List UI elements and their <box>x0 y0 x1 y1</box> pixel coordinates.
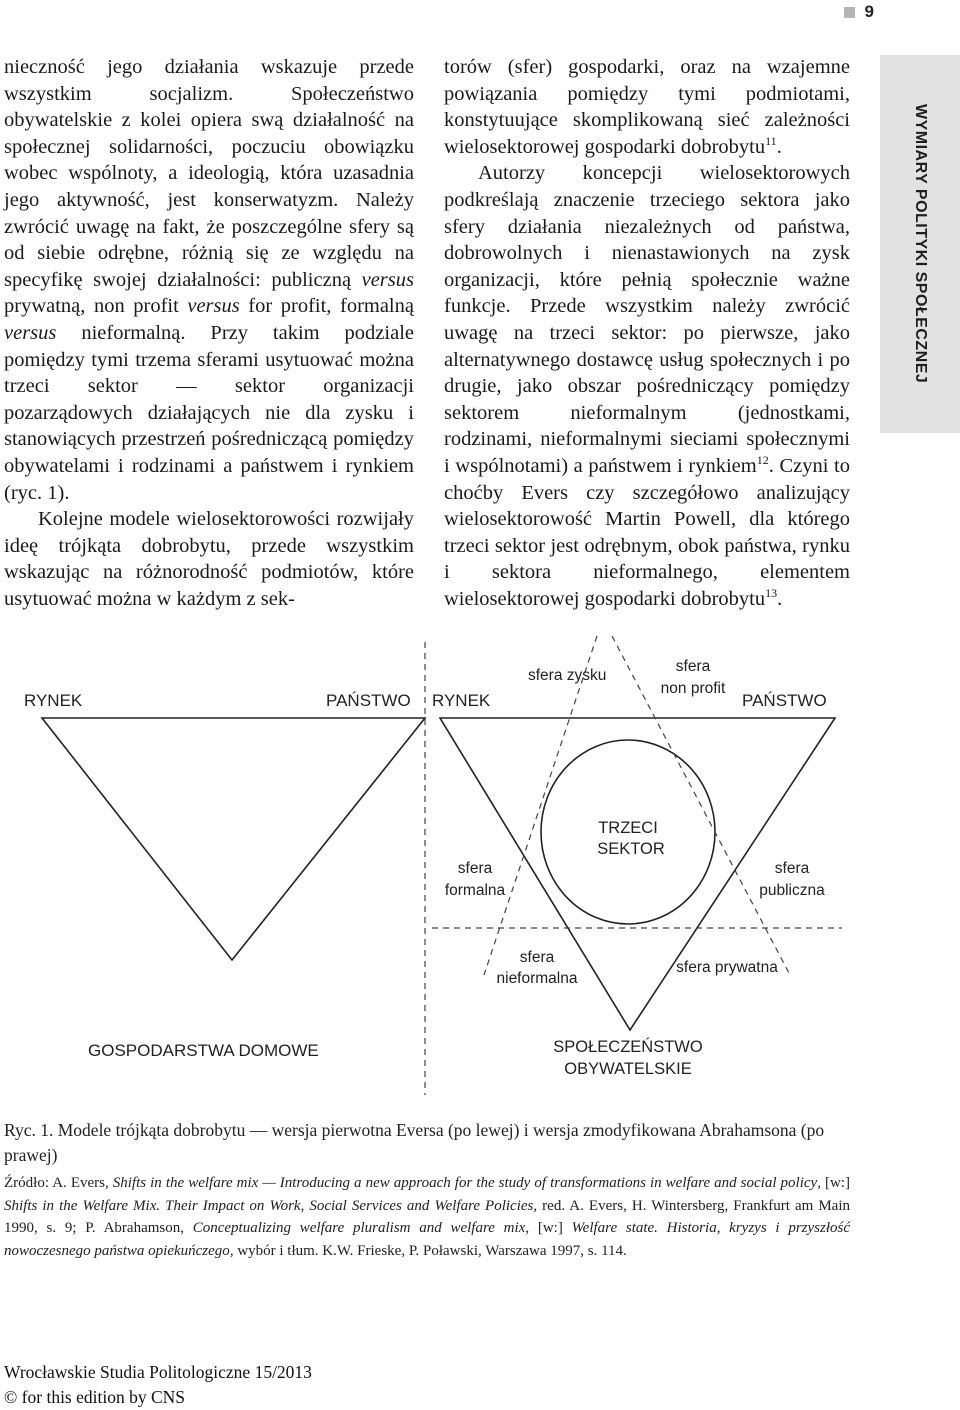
label-sfera-formalna-line1: sfera <box>457 860 493 877</box>
section-side-tab-label: WYMIARY POLITYKI SPOŁECZNEJ <box>912 104 929 384</box>
label-gospodarstwa-domowe: GOSPODARSTWA DOMOWE <box>88 1041 319 1060</box>
footer-copyright: © for this edition by CNS <box>4 1387 186 1407</box>
label-rynek-left: RYNEK <box>24 691 83 710</box>
right-paragraph-1: torów (sfer) gospodarki, oraz na wzajemne powiązania pomiędzy tymi podmiotami, konstytuujące skomplikowaną sieć zależności wielosektorowej gospodarki dobrobytu$^{11}$. <box>444 56 850 158</box>
dashed-diagonal-left <box>484 636 597 975</box>
footnote-ref-12[interactable]: 12 <box>756 453 769 468</box>
label-sfera-nonprofit-line2: non profit <box>660 680 726 697</box>
label-sfera-nonprofit-line1: sfera <box>675 658 711 675</box>
page-number-text: 9 <box>864 2 874 21</box>
label-sfera-nieformalna-line2: nieformalna <box>496 970 578 987</box>
evers-triangle <box>42 718 425 960</box>
left-paragraph-2: Kolejne modele wielosektorowości rozwijały ideę trójkąta dobrobytu, przede wszystkim wskazując na różnorodność podmiotów, które usytuować można w każdym z sek- <box>4 508 414 610</box>
label-spoleczenstwo-line2: OBYWATELSKIE <box>564 1060 692 1078</box>
footnote-ref-13[interactable]: 13 <box>765 586 778 601</box>
welfare-triangle-figure <box>0 630 960 1100</box>
label-sfera-publiczna-line2: publiczna <box>759 882 825 899</box>
label-sfera-zysku: sfera zysku <box>528 667 607 684</box>
label-sfera-nieformalna-line1: sfera <box>519 949 555 966</box>
figure-source: Źródło: A. Evers, Shifts in the welfare mix — Introducing a new approach for the study of transformations in welfare and social policy, [w:] Shifts in the Welfare Mix. Their Impact on Work, Social Services and Welfare Policies, red. A. Evers, H. Wintersberg, Frankfurt am Main 1990, s. 9; P. Abrahamson, Conceptualizing welfare pluralism and welfare mix, [w:] Welfare state. Historia, kryzys i przyszłość nowoczesnego państwa opiekuńczego, wybór i tłum. K.W. Frieske, P. Poławski, Warszawa 1997, s. 114. <box>4 1175 850 1259</box>
figure-svg <box>0 630 960 1100</box>
footer-journal: Wrocławskie Studia Politologiczne 15/2013 <box>4 1362 312 1382</box>
label-panstwo-left: PAŃSTWO <box>326 691 411 710</box>
left-text-column <box>4 54 414 612</box>
figure-caption: Ryc. 1. Modele trójkąta dobrobytu — wersja pierwotna Eversa (po lewej) i wersja zmodyfikowana Abrahamsona (po prawej) <box>4 1120 825 1165</box>
page-marker-square <box>844 7 855 18</box>
right-text-column <box>444 54 850 612</box>
right-paragraph-2: Autorzy koncepcji wielosektorowych podkreślają znaczenie trzeciego sektora jako sfery działania niezależnych od państwa, dobrowolnych i nienastawionych na zysk organizacji, które pełnią społecznie ważne funkcje. Przede wszystkim należy zwrócić uwagę na trzeci sektor: po pierwsze, jako alternatywnego dostawcę usług społecznych i po drugie, jako obszar pośredniczący pomiędzy sektorem nieformalnym (jednostkami, rodzinami, nieformalnymi sieciami społecznymi i wspólnotami) a państwem i rynkiem$^{12}$. Czyni to choćby Evers czy szczegółowo analizujący wielosektorowość Martin Powell, dla którego trzeci sektor jest odrębnym, obok państwa, rynku i sektora nieformalnego, elementem wielosektorowej gospodarki dobrobytu$^{13}$. <box>444 162 850 610</box>
footnote-ref-11[interactable]: 11 <box>765 133 777 148</box>
label-panstwo-right: PAŃSTWO <box>742 691 827 710</box>
page-number <box>844 0 874 24</box>
label-trzeci-sektor-line1: TRZECI <box>598 819 658 837</box>
page-footer <box>4 1360 312 1410</box>
section-side-tab <box>880 55 960 433</box>
left-paragraph-1: nieczność jego działania wskazuje przede wszystkim socjalizm. Społeczeństwo obywatelskie z kolei opiera swą działalność na społecznej solidarności, poczuciu obowiązku wobec wspólnoty, a ideologią, która uzasadnia jego aktywność, jest konserwatyzm. Należy zwrócić uwagę na fakt, że poszczególne sfery są od siebie odrębne, różnią się ze względu na specyfikę swojej działalności: publiczną versus prywatną, non profit versus for profit, formalną versus nieformalną. Przy takim podziale pomiędzy tymi trzema sferami usytuować można trzeci sektor — sektor organizacji pozarządowych działających nie dla zysku i stanowiących przestrzeń pośredniczącą pomiędzy obywatelami i rodzinami a państwem i rynkiem (ryc. 1). <box>4 56 414 504</box>
label-sfera-publiczna-line1: sfera <box>774 860 810 877</box>
label-sfera-prywatna: sfera prywatna <box>676 959 778 976</box>
label-trzeci-sektor-line2: SEKTOR <box>597 840 665 858</box>
label-rynek-right: RYNEK <box>432 691 491 710</box>
label-spoleczenstwo-line1: SPOŁECZEŃSTWO <box>553 1038 703 1056</box>
label-sfera-formalna-line2: formalna <box>444 882 506 899</box>
